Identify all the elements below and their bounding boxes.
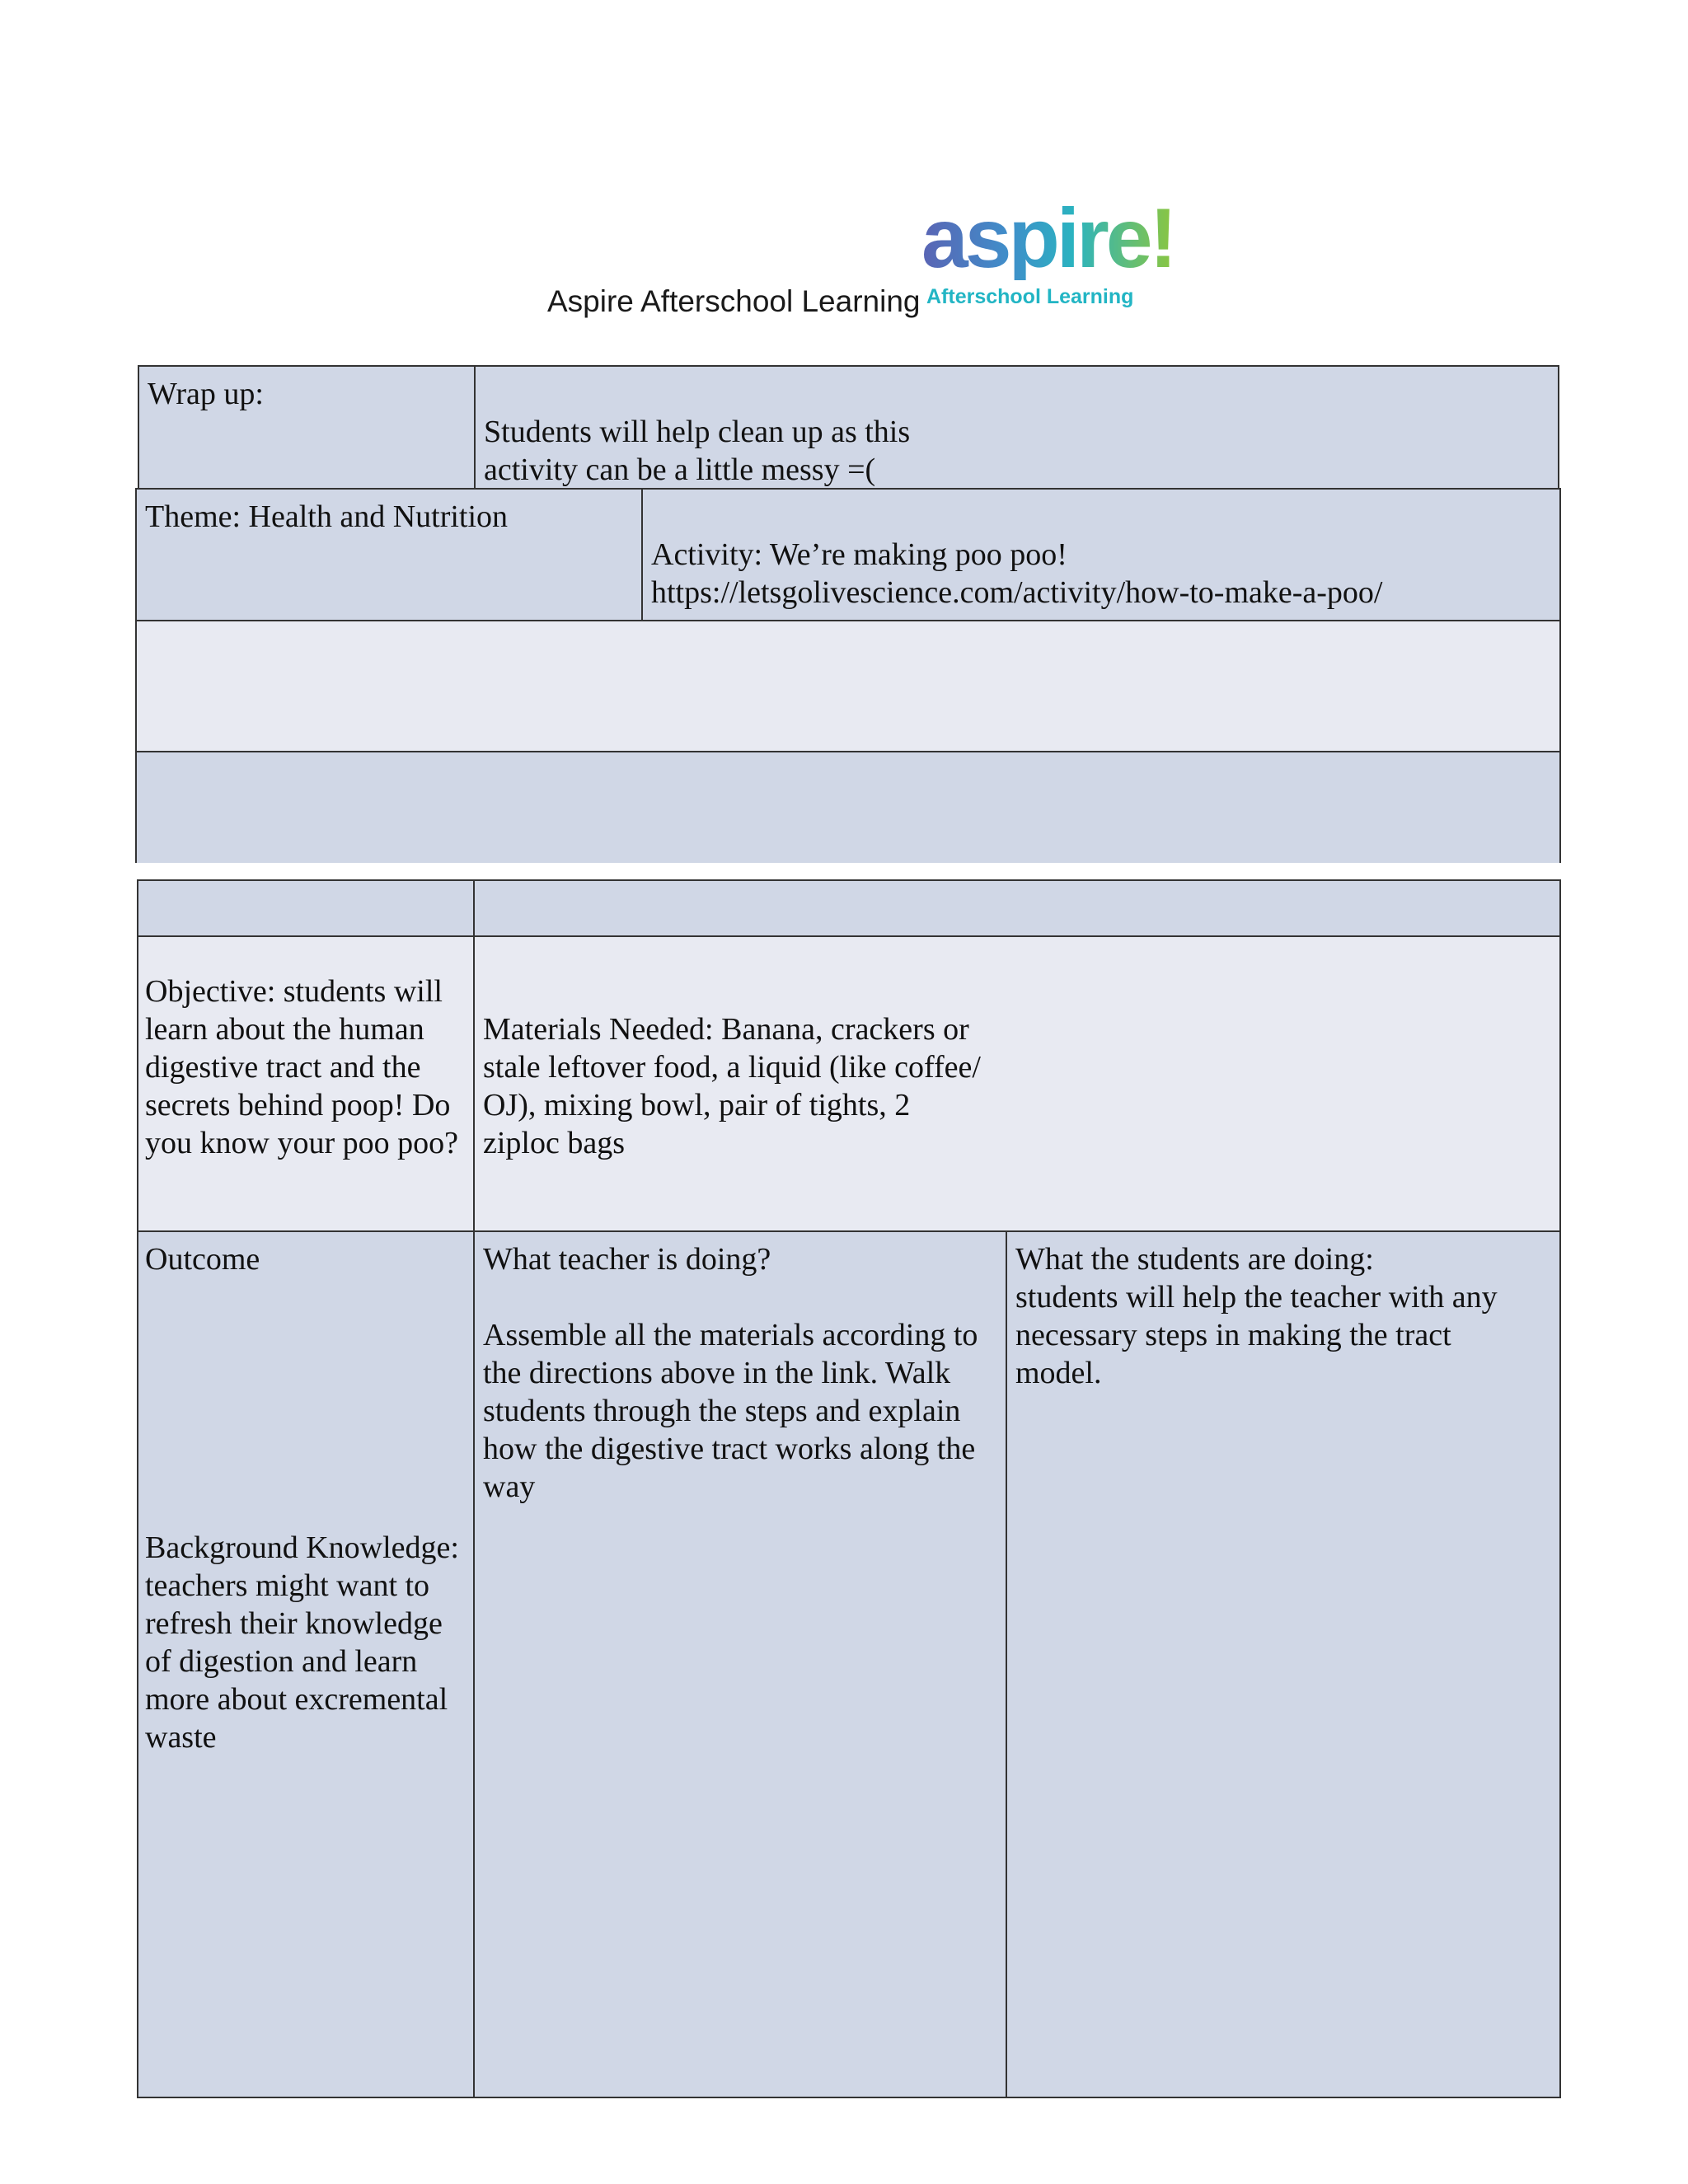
objective-cell — [137, 935, 475, 1232]
wrap-up-value-cell — [474, 365, 1559, 490]
background-knowledge-text: teachers might want to refresh their knowledge of digestion and learn more about excremental waste — [145, 1568, 448, 1755]
objective-text: Objective: students will learn about the human digestive tract and the secrets behind poop! Do you know your poo poo? — [145, 974, 458, 1160]
aspire-logo — [921, 191, 1175, 320]
wrap-up-label: Wrap up: — [148, 377, 264, 411]
logo-subtitle: Afterschool Learning — [926, 285, 1134, 308]
wrap-up-value: Students will help clean up as this activity can be a little messy =( — [484, 415, 911, 487]
background-knowledge-label: Background Knowledge: — [145, 1530, 459, 1565]
students-cell — [1006, 1230, 1561, 2098]
wrap-up-label-cell — [138, 365, 476, 490]
header-row-cell-1 — [137, 879, 475, 937]
students-text: students will help the teacher with any necessary steps in making the tract model. — [1015, 1280, 1498, 1390]
teacher-text: Assemble all the materials according to the directions above in the link. Walk students through the steps and explain how the digestive tract works along the way — [483, 1318, 978, 1504]
org-name: Aspire Afterschool Learning — [547, 284, 921, 318]
materials-cell — [473, 935, 1561, 1232]
outcome-cell — [137, 1230, 475, 2098]
theme-text: Theme: Health and Nutrition — [145, 499, 509, 534]
logo-wordmark: aspire! — [921, 191, 1175, 285]
theme-cell — [135, 488, 643, 621]
activity-cell — [641, 488, 1561, 621]
activity-text: Activity: We’re making poo poo! https://letsgolivescience.com/activity/how-to-make-a-poo/ — [651, 537, 1383, 610]
students-heading: What the students are doing: — [1015, 1242, 1374, 1277]
empty-row-2 — [135, 751, 1561, 863]
empty-row-1 — [135, 620, 1561, 752]
header-row-cell-2 — [473, 879, 1561, 937]
teacher-cell — [473, 1230, 1007, 2098]
teacher-heading: What teacher is doing? — [483, 1242, 771, 1277]
outcome-label: Outcome — [145, 1242, 260, 1277]
materials-text: Materials Needed: Banana, crackers or stale leftover food, a liquid (like coffee/ OJ), mixing bowl, pair of tights, 2 ziploc bags — [483, 1012, 981, 1160]
